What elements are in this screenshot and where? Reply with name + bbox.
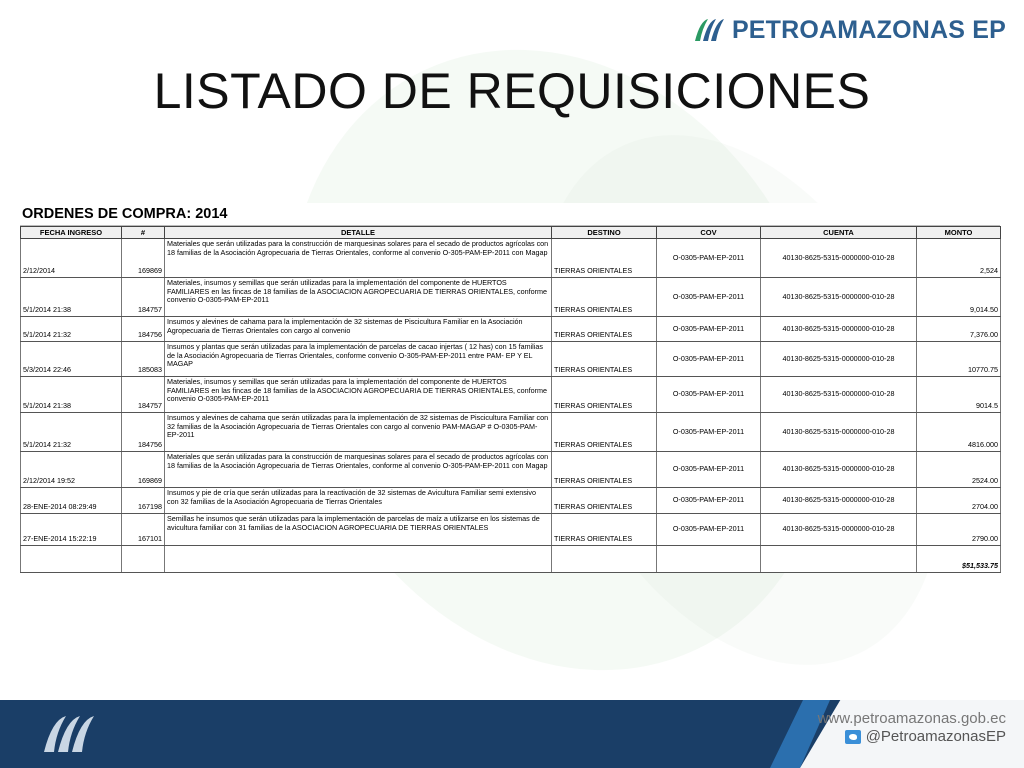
cell-cuenta: 40130-8625-5315-0000000-010-28 (761, 342, 917, 377)
cell-cov: O-0305-PAM-EP-2011 (657, 278, 761, 317)
cell-numero: 167198 (122, 488, 165, 514)
cell-destino: TIERRAS ORIENTALES (552, 488, 657, 514)
table-row (21, 514, 1001, 546)
cell-destino: TIERRAS ORIENTALES (552, 239, 657, 278)
cell-cuenta: 40130-8625-5315-0000000-010-28 (761, 239, 917, 278)
table-row (21, 413, 1001, 452)
cell-monto: 9014.5 (917, 377, 1001, 413)
twitter-handle[interactable] (845, 728, 1006, 745)
cell-monto: 2,524 (917, 239, 1001, 278)
cell-fecha: 2/12/2014 (21, 239, 122, 278)
cell-destino: TIERRAS ORIENTALES (552, 377, 657, 413)
cell-destino: TIERRAS ORIENTALES (552, 413, 657, 452)
cell-numero: 169869 (122, 239, 165, 278)
header-cov: COV (657, 227, 761, 239)
cell-detalle: Insumos y alevines de cahama que serán utilizadas para la implementación de 32 sistemas de Piscicultura Familiar con 32 familias de la Asociación Agropecuaria de Tierras Orientales con cargo al convenio PAM-MAGAP # O-0305-PAM-EP-2011 (165, 413, 552, 452)
sheet-title: ORDENES DE COMPRA: 2014 (20, 203, 1000, 226)
table-row (21, 342, 1001, 377)
empty-cell (21, 546, 122, 573)
cell-cuenta: 40130-8625-5315-0000000-010-28 (761, 413, 917, 452)
cell-fecha: 2/12/2014 19:52 (21, 452, 122, 488)
cell-detalle: Insumos y plantas que serán utilizadas para la implementación de parcelas de cacao injertas ( 12 has) con 15 familias de la Asociación Agropecuaria de Tierras Orientales, conforme convenio O-305-PAM-EP-2011 entre PAM- EP Y EL MAGAP (165, 342, 552, 377)
cell-monto: 2790.00 (917, 514, 1001, 546)
total-amount: $51,533.75 (917, 546, 1001, 573)
cell-numero: 167101 (122, 514, 165, 546)
table-row (21, 452, 1001, 488)
cell-numero: 184756 (122, 413, 165, 452)
cell-fecha: 27-ENE-2014 15:22:19 (21, 514, 122, 546)
table-header-row (21, 227, 1001, 239)
cell-numero: 184757 (122, 377, 165, 413)
table-row (21, 239, 1001, 278)
empty-cell (552, 546, 657, 573)
cell-fecha: 5/1/2014 21:38 (21, 377, 122, 413)
header-numero: # (122, 227, 165, 239)
twitter-icon (845, 730, 861, 744)
table-row (21, 488, 1001, 514)
cell-destino: TIERRAS ORIENTALES (552, 317, 657, 342)
cell-detalle: Materiales, insumos y semillas que serán utilizadas para la implementación del componente de HUERTOS FAMILIARES en las fincas de 18 familias de la ASOCIACION AGROPECUARIA DE TIERRAS ORIENTALES, conforme convenio O-0305-PAM-EP-2011 (165, 377, 552, 413)
empty-cell (122, 546, 165, 573)
header-cuenta: CUENTA (761, 227, 917, 239)
cell-cuenta: 40130-8625-5315-0000000-010-28 (761, 317, 917, 342)
cell-cov: O-0305-PAM-EP-2011 (657, 377, 761, 413)
brand-logo (692, 16, 1006, 44)
cell-monto: 2704.00 (917, 488, 1001, 514)
header-destino: DESTINO (552, 227, 657, 239)
cell-numero: 185083 (122, 342, 165, 377)
cell-monto: 10770.75 (917, 342, 1001, 377)
cell-cuenta: 40130-8625-5315-0000000-010-28 (761, 514, 917, 546)
brand-name: PETROAMAZONAS EP (731, 15, 1006, 44)
cell-fecha: 5/3/2014 22:46 (21, 342, 122, 377)
cell-cuenta: 40130-8625-5315-0000000-010-28 (761, 488, 917, 514)
website-link[interactable]: www.petroamazonas.gob.ec (817, 710, 1006, 727)
cell-fecha: 28-ENE-2014 08:29:49 (21, 488, 122, 514)
cell-detalle: Insumos y pie de cría que serán utilizadas para la reactivación de 32 sistemas de Avicultura Familiar semi extensivo con 32 familias de la Asociación Agropecuaria de Tierras Orientales (165, 488, 552, 514)
cell-numero: 184757 (122, 278, 165, 317)
header-fecha: FECHA INGRESO (21, 227, 122, 239)
cell-cov: O-0305-PAM-EP-2011 (657, 317, 761, 342)
cell-destino: TIERRAS ORIENTALES (552, 452, 657, 488)
cell-cov: O-0305-PAM-EP-2011 (657, 239, 761, 278)
cell-numero: 184756 (122, 317, 165, 342)
table-row (21, 317, 1001, 342)
slide-title: LISTADO DE REQUISICIONES (153, 63, 871, 119)
total-row (21, 546, 1001, 573)
cell-monto: 2524.00 (917, 452, 1001, 488)
twitter-label: @PetroamazonasEP (865, 728, 1006, 745)
requisitions-table (20, 226, 1001, 573)
table-row (21, 278, 1001, 317)
cell-detalle: Materiales que serán utilizadas para la construcción de marquesinas solares para el secado de productos agrícolas con 18 familias de la Asociación Agropecuaria de Tierras Orientales, conforme al convenio O-305-PAM-EP-2011 con Magap (165, 239, 552, 278)
empty-cell (657, 546, 761, 573)
cell-detalle: Insumos y alevines de cahama para la implementación de 32 sistemas de Piscicultura Familiar en la Asociación Agropecuaria de Tierras Orientales con cargo al convenio (165, 317, 552, 342)
empty-cell (165, 546, 552, 573)
cell-detalle: Semillas he insumos que serán utilizadas para la implementación de parcelas de maíz a utilizarse en los sistemas de avicultura familiar con 31 familias de la ASOCIACION AGROPECUARIA DE TIERRAS ORIENTALES (165, 514, 552, 546)
brand-logo-icon (692, 17, 726, 43)
header-detalle: DETALLE (165, 227, 552, 239)
cell-cuenta: 40130-8625-5315-0000000-010-28 (761, 452, 917, 488)
cell-numero: 169869 (122, 452, 165, 488)
cell-destino: TIERRAS ORIENTALES (552, 342, 657, 377)
footer-logo-icon (40, 714, 100, 754)
empty-cell (761, 546, 917, 573)
cell-cov: O-0305-PAM-EP-2011 (657, 452, 761, 488)
cell-destino: TIERRAS ORIENTALES (552, 278, 657, 317)
cell-monto: 9,014.50 (917, 278, 1001, 317)
cell-monto: 7,376.00 (917, 317, 1001, 342)
cell-cov: O-0305-PAM-EP-2011 (657, 488, 761, 514)
spreadsheet (20, 203, 1000, 573)
cell-cov: O-0305-PAM-EP-2011 (657, 413, 761, 452)
cell-cov: O-0305-PAM-EP-2011 (657, 342, 761, 377)
cell-cov: O-0305-PAM-EP-2011 (657, 514, 761, 546)
cell-cuenta: 40130-8625-5315-0000000-010-28 (761, 377, 917, 413)
cell-destino: TIERRAS ORIENTALES (552, 514, 657, 546)
cell-monto: 4816.000 (917, 413, 1001, 452)
header-monto: MONTO (917, 227, 1001, 239)
cell-fecha: 5/1/2014 21:38 (21, 278, 122, 317)
cell-detalle: Materiales, insumos y semillas que serán utilizadas para la implementación del componente de HUERTOS FAMILIARES en las fincas de 18 familias de la ASOCIACION AGROPECUARIA DE TIERRAS ORIENTALES, conforme convenio O-0305-PAM-EP-2011 (165, 278, 552, 317)
table-row (21, 377, 1001, 413)
cell-detalle: Materiales que serán utilizadas para la construcción de marquesinas solares para el secado de productos agrícolas con 18 familias de la Asociación Agropecuaria de Tierras Orientales, conforme al convenio O-305-PAM-EP-2011 con Magap (165, 452, 552, 488)
cell-cuenta: 40130-8625-5315-0000000-010-28 (761, 278, 917, 317)
cell-fecha: 5/1/2014 21:32 (21, 413, 122, 452)
cell-fecha: 5/1/2014 21:32 (21, 317, 122, 342)
